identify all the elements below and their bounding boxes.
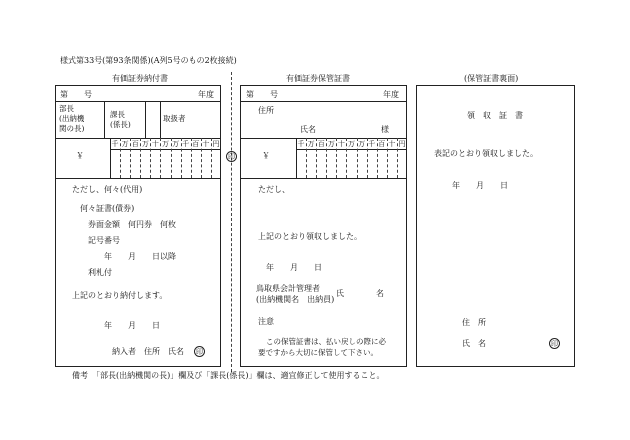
- digit-column-label: 万: [327, 140, 335, 148]
- digit-column-divider: [120, 138, 121, 178]
- handler-label: 取扱者: [163, 114, 186, 123]
- receipt-seal: 印: [551, 340, 558, 348]
- digit-column-label: 千: [111, 140, 119, 148]
- digit-column-label: 百: [317, 140, 325, 148]
- payment-item-line: ただし、何々(代用): [72, 185, 143, 194]
- section-head-label: 課長 (係長): [110, 110, 131, 129]
- digit-column-divider: [346, 138, 347, 178]
- custody-official-subtitle: (出納機関名 出納員): [256, 295, 335, 304]
- payment-face-value-line: 券面金額 何円券 何枚: [88, 220, 176, 229]
- digit-column-divider: [140, 138, 141, 178]
- receipt-title: 領 収 証 書: [467, 111, 523, 120]
- section-title-payment: 有価証券納付書: [112, 74, 168, 83]
- digit-column-divider: [171, 138, 172, 178]
- payer-address-name-label: 納入者 住所 氏名: [112, 347, 184, 356]
- receipt-back-form: [416, 85, 575, 367]
- digit-column-divider: [336, 138, 337, 178]
- payment-date-after-line: 年 月 日以降: [104, 252, 176, 261]
- digit-column-label: 百: [378, 140, 386, 148]
- payment-date: 年 月 日: [104, 321, 160, 330]
- payer-seal: 印: [196, 348, 203, 356]
- section-title-custody: 有価証券保管証書: [286, 74, 350, 83]
- digit-column-divider: [316, 138, 317, 178]
- receipt-address-label: 住 所: [462, 318, 486, 327]
- digit-column-label: 千: [297, 140, 305, 148]
- digit-column-divider: [201, 138, 202, 178]
- custody-received-text: 上記のとおり領収しました。: [258, 232, 362, 241]
- digit-column-label: 万: [121, 140, 129, 148]
- payment-serial-line: 記号番号: [88, 236, 120, 245]
- digit-column-divider: [130, 138, 131, 178]
- digit-column-divider: [326, 138, 327, 178]
- digit-column-label: 万: [162, 140, 169, 148]
- digit-column-label: 十: [337, 140, 345, 148]
- custody-notice-label: 注意: [258, 317, 274, 326]
- custody-year-label: 年度: [383, 90, 399, 99]
- custody-official-name: 氏 名: [336, 289, 384, 298]
- custody-notice-line-2: 要ですから大切に保管して下さい。: [258, 348, 378, 357]
- digit-column-label: 円: [212, 140, 220, 148]
- digit-column-label: 千: [368, 140, 376, 148]
- custody-yen-sign: ￥: [262, 151, 270, 160]
- tally-seal: 印: [228, 153, 235, 161]
- digit-column-divider: [397, 138, 398, 178]
- digit-column-divider: [160, 138, 161, 178]
- payment-number-label: 第 号: [60, 90, 92, 99]
- digit-column-label: 十: [202, 140, 210, 148]
- digit-column-label: 百: [192, 140, 200, 148]
- digit-column-divider: [367, 138, 368, 178]
- digit-column-divider: [191, 138, 192, 178]
- digit-column-divider: [181, 138, 182, 178]
- form-number-title: 様式第33号(第93条関係)(A列5号のもの2枚接続): [60, 56, 237, 65]
- payment-declaration: 上記のとおり納付します。: [72, 291, 168, 300]
- payment-yen-sign: ￥: [76, 151, 84, 160]
- custody-item-line: ただし、: [258, 185, 290, 194]
- receipt-date: 年 月 日: [452, 181, 508, 190]
- payment-year-label: 年度: [198, 90, 214, 99]
- custody-official-title: 鳥取県会計管理者: [256, 284, 320, 293]
- payment-coupon-line: 利札付: [88, 268, 112, 277]
- custody-notice-line-1: この保管証書は、払い戻しの際に必: [266, 337, 386, 346]
- digit-column-label: 十: [151, 140, 159, 148]
- section-title-custody-back: (保管証書裏面): [464, 74, 519, 83]
- custody-sama: 様: [381, 125, 389, 134]
- digit-column-label: 万: [307, 140, 315, 148]
- receipt-received-text: 表記のとおり領収しました。: [434, 149, 538, 158]
- perforation-line: [231, 72, 232, 372]
- digit-column-label: 万: [141, 140, 149, 148]
- footer-note: 備考 「部長(出納機関の長)」欄及び「課長(係長)」欄は、適宜修正して使用すること。: [72, 371, 385, 380]
- digit-column-label: 万: [358, 140, 366, 148]
- digit-column-divider: [211, 138, 212, 178]
- digit-column-divider: [150, 138, 151, 178]
- custody-date: 年 月 日: [266, 263, 322, 272]
- digit-column-label: 十: [388, 140, 396, 148]
- digit-column-label: 百: [131, 140, 139, 148]
- digit-column-divider: [357, 138, 358, 178]
- dept-head-label: 部長 (出納機 関の長): [59, 104, 85, 133]
- custody-address-label: 住所: [258, 106, 274, 115]
- payment-certificate-line: 何々証書(債券): [80, 204, 135, 213]
- receipt-name-label: 氏 名: [462, 339, 486, 348]
- custody-number-label: 第 号: [246, 90, 278, 99]
- custody-name-label: 氏名: [300, 125, 316, 134]
- digit-column-label: 円: [398, 140, 406, 148]
- digit-column-divider: [377, 138, 378, 178]
- digit-column-divider: [306, 138, 307, 178]
- digit-column-label: 万: [172, 140, 180, 148]
- digit-column-label: 千: [182, 140, 190, 148]
- digit-column-divider: [387, 138, 388, 178]
- digit-column-label: 万: [348, 140, 355, 148]
